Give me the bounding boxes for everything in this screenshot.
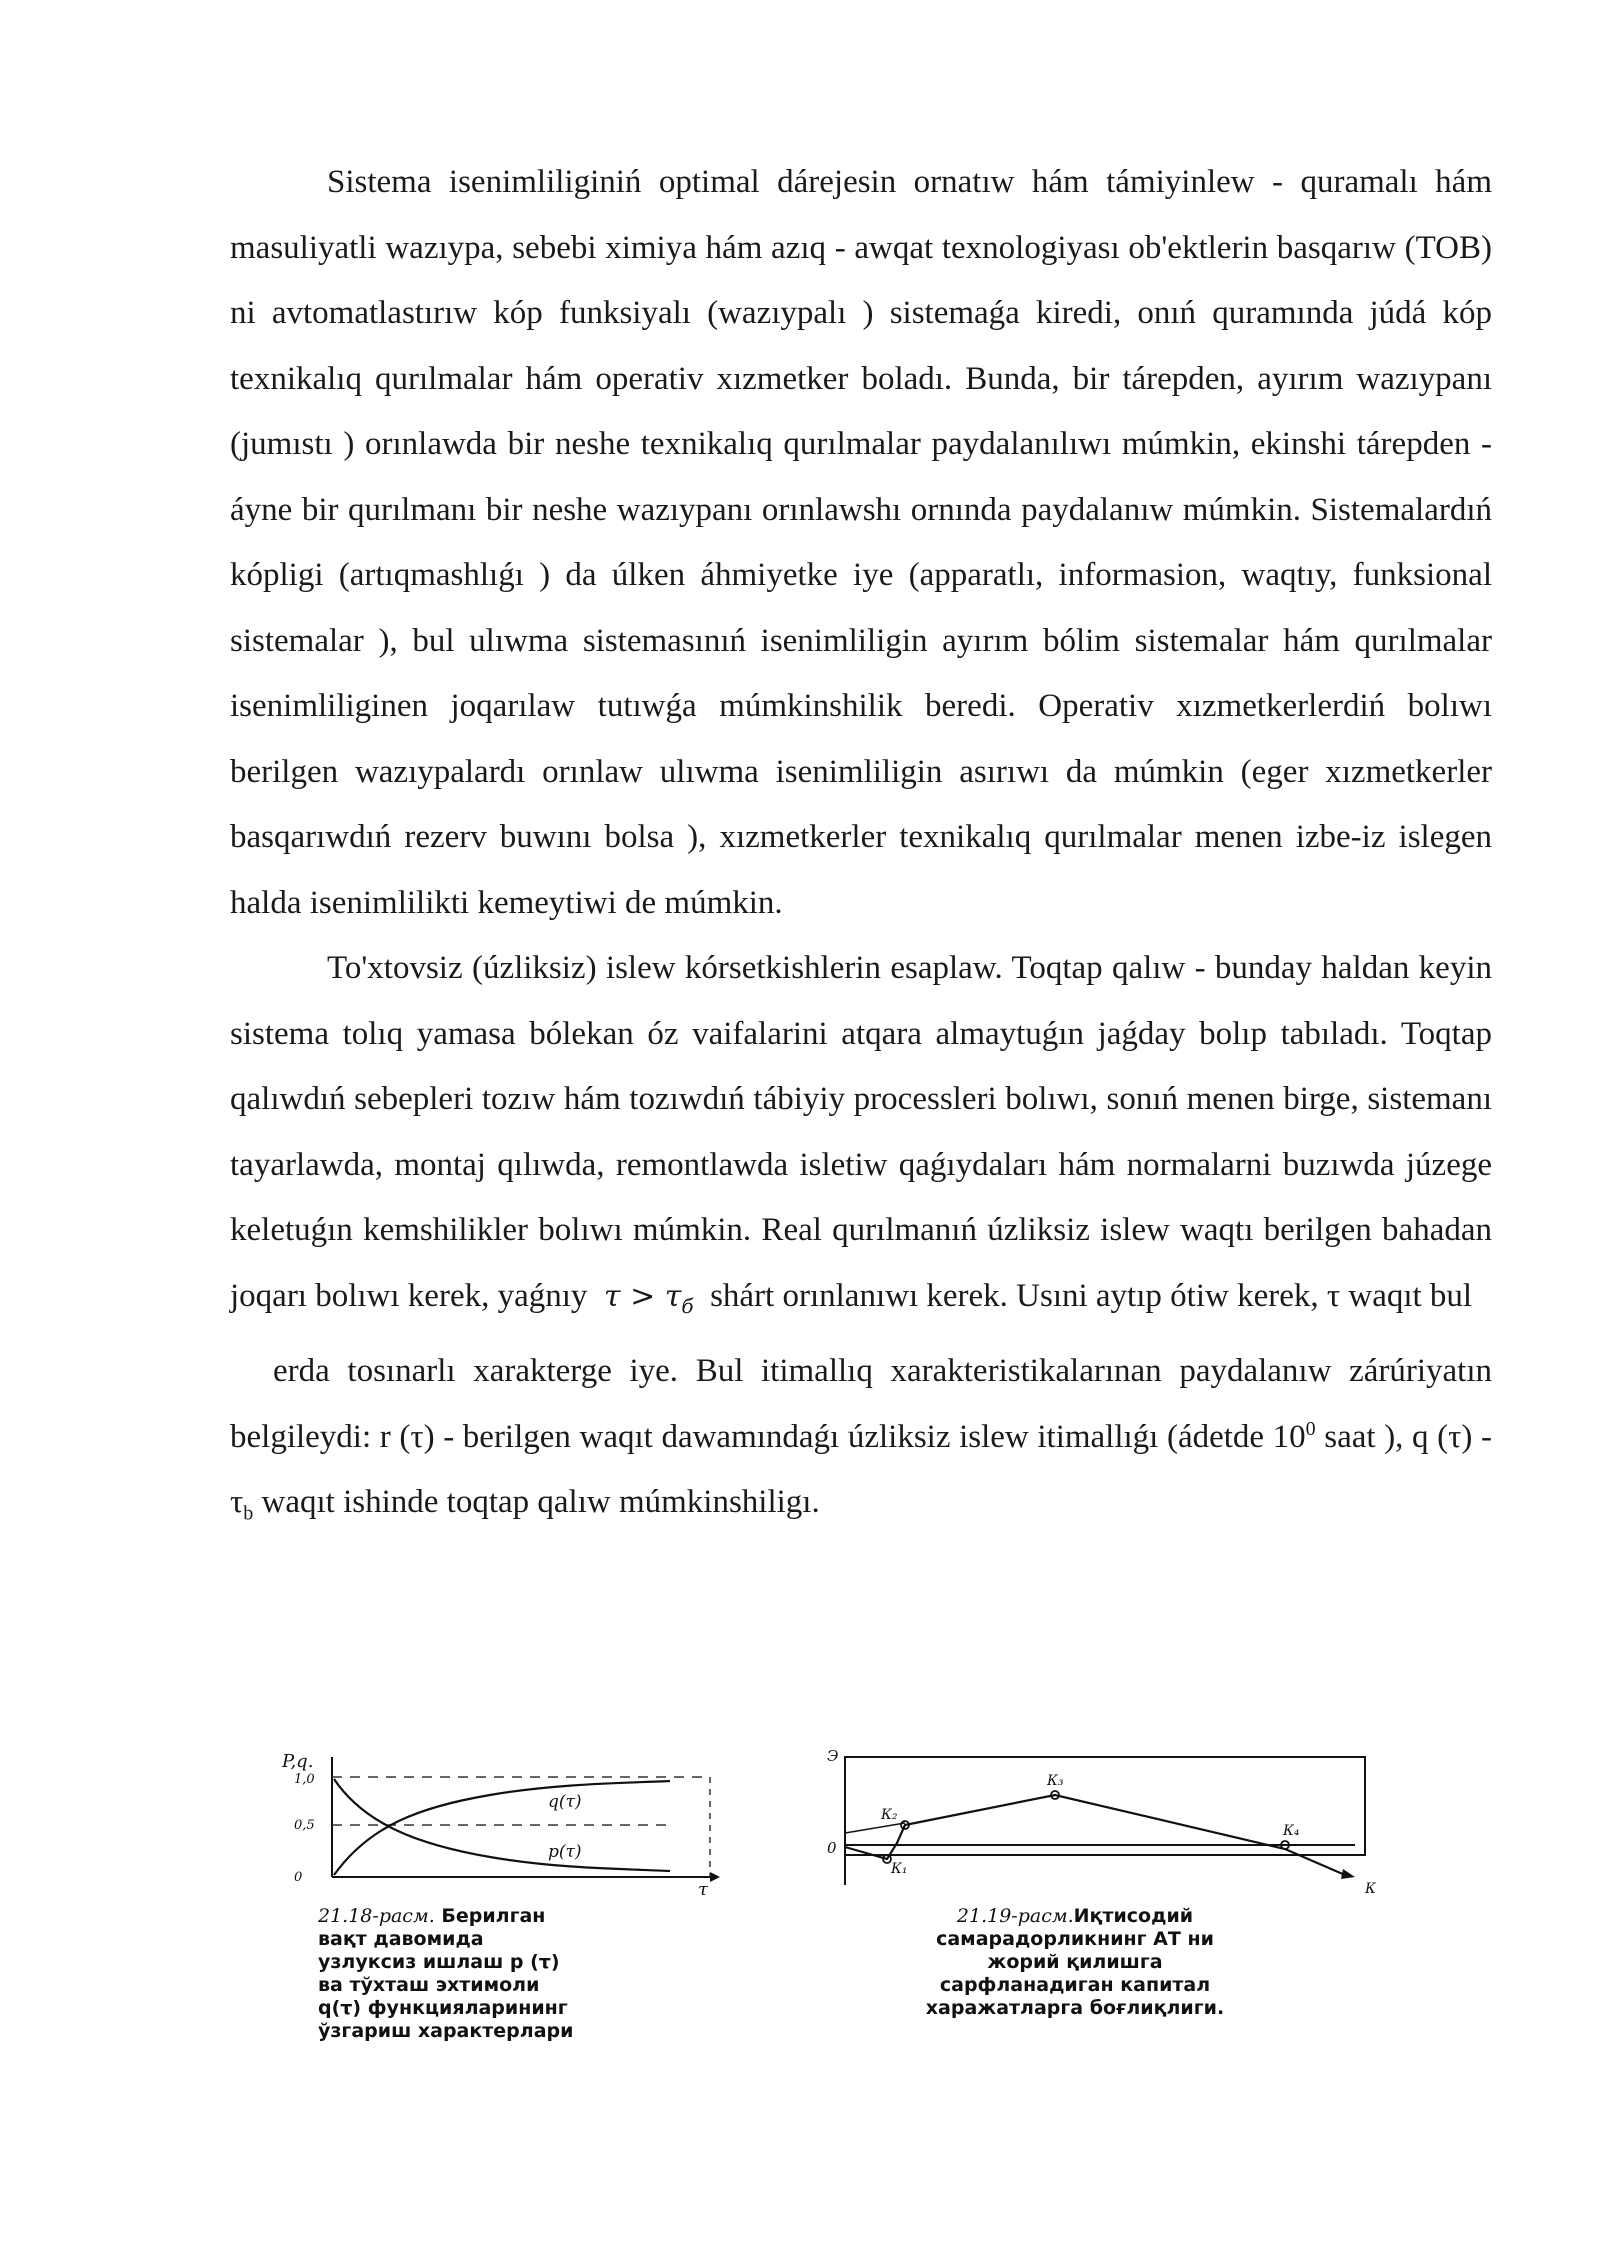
k2-label: К₂ bbox=[881, 1807, 898, 1823]
caption-lead: 21.19-расм. bbox=[956, 1905, 1074, 1927]
y-zero-label: 0 bbox=[827, 1839, 837, 1857]
paragraph-3 bbox=[230, 1339, 1492, 1536]
body-text bbox=[230, 150, 1492, 1536]
caption-rest: Берилган вақт давомида узлуксиз ишлаш р (τ) ва тўхташ эхтимоли q(τ) функцияларининг ўзгариш характерлари bbox=[318, 1905, 574, 2042]
figure-21-18 bbox=[250, 1745, 730, 2043]
efficiency-graph bbox=[815, 1745, 1395, 1895]
dashed-trend bbox=[845, 1823, 905, 1833]
inequality-formula bbox=[603, 1278, 694, 1318]
y-axis-label: P,q. bbox=[282, 1751, 314, 1772]
figure-21-19 bbox=[815, 1745, 1395, 2020]
x-axis-label: К bbox=[1365, 1881, 1376, 1895]
figures-row bbox=[250, 1745, 1400, 2085]
y-tick-1: 1,0 bbox=[294, 1772, 315, 1787]
x-axis-label: τ bbox=[698, 1879, 708, 1895]
caption-lead: 21.18-расм. bbox=[318, 1905, 435, 1927]
q-curve bbox=[334, 1781, 670, 1875]
k3-label: К₃ bbox=[1047, 1773, 1064, 1789]
figure-21-18-caption bbox=[250, 1905, 730, 2043]
x-axis-arrow bbox=[1341, 1869, 1355, 1879]
caption-rest: Иқтисодий самарадорликнинг АТ ни жорий қилишга сарфланадиган капитал харажатларга боғлиқлиги. bbox=[925, 1905, 1225, 2019]
k1-label: К₁ bbox=[891, 1861, 908, 1877]
reliability-graph bbox=[250, 1745, 730, 1895]
formula-gt: > bbox=[620, 1278, 665, 1314]
paragraph-1: Sistema isenimliliginiń optimal dárejesin ornatıw hám támiyinlew - quramalı hám masuliyatli wazıypa, sebebi ximiya hám azıq - awqat texnologiyası ob'ektlerin basqarıw (TOB) ni avtomatlastırıw kóp funksiyalı (wazıypalı ) sistemaǵa kiredi, onıń quramında júdá kóp texnikalıq qurılmalar hám operativ xızmetker boladı. Bunda, bir tárepden, ayırım wazıypanı (jumıstı ) orınlawda bir neshe texnikalıq qurılmalar paydalanılıwı múmkin, ekinshi tárepden - áyne bir qurılmanı bir neshe wazıypanı orınlawshı ornında paydalanıw múmkin. Sistemalardıń kópligi (artıqmashlıǵı ) da úlken áhmiyetke iye (apparatlı, informasion, waqtıy, funksional sistemalar ), bul ulıwma sistemasınıń isenimliligin ayırım bólim sistemalar hám qurılmalar isenimliliginen joqarılaw tutıwǵa múmkinshilik beredi. Operativ xızmetkerlerdiń bolıwı berilgen wazıypalardı orınlaw ulıwma isenimliligin asırıwı da múmkin (eger xızmetkerler basqarıwdıń rezerv buwını bolsa ), xızmetkerler texnikalıq qurılmalar menen izbe-iz islegen halda isenimlilikti kemeytiwi de múmkin. bbox=[230, 164, 1492, 921]
k4-label: К₄ bbox=[1283, 1823, 1300, 1839]
formula-subscript: б bbox=[681, 1293, 694, 1318]
paragraph-3-text-a: erda tosınarlı xarakterge iye. Bul itimallıq xarakteristikalarınan paydalanıw zárúriyatın belgileydi: r (τ) - berilgen waqıt dawamındaǵı úzliksiz islew itimallıǵı (ádetde 10 bbox=[230, 1353, 1492, 1455]
y-tick-0: 0 bbox=[294, 1870, 303, 1885]
paragraph-3-text-b: saat ), q (τ) - τ bbox=[230, 1418, 1492, 1520]
paragraph-2 bbox=[230, 936, 1492, 1339]
tau-subscript: b bbox=[243, 1502, 254, 1525]
p-curve-label: p(τ) bbox=[548, 1842, 582, 1862]
formula-tau: τ bbox=[603, 1278, 621, 1314]
exponent: 0 bbox=[1305, 1417, 1316, 1440]
paragraph-3-text-c: waqıt ishinde toqtap qalıw múmkinshiligı. bbox=[253, 1484, 820, 1520]
figure-21-19-caption bbox=[815, 1905, 1325, 2020]
efficiency-curve bbox=[845, 1795, 1345, 1875]
paragraph-2-text-b: shárt orınlanıwı kerek. Usıni aytıp ótiw kerek, τ waqıt bul bbox=[710, 1277, 1473, 1314]
q-curve-label: q(τ) bbox=[548, 1792, 582, 1812]
y-tick-05: 0,5 bbox=[294, 1818, 315, 1833]
x-axis-arrow bbox=[710, 1872, 720, 1882]
y-axis-label: Э bbox=[827, 1747, 839, 1765]
paragraph-2-text-a: To'xtovsiz (úzliksiz) islew kórsetkishlerin esaplaw. Toqtap qalıw - bunday haldan keyin sistema tolıq yamasa bólekan óz vaifalarini atqara almaytuǵın jaǵday bolıp tabıladı. Toqtap qalıwdıń sebepleri tozıw hám tozıwdıń tábiyiy processleri bolıwı, sonıń menen birge, sistemanı tayarlawda, montaj qılıwda, remontlawda isletiw qaǵıydaları hám normalarni buzıwda júzege keletuǵın kemshilikler bolıwı múmkin. Real qurılmanıń úzliksiz islew waqtı berilgen bahadan joqarı bolıwı kerek, yaǵnıy bbox=[230, 950, 1492, 1314]
formula-tau-2: τ bbox=[664, 1278, 682, 1314]
